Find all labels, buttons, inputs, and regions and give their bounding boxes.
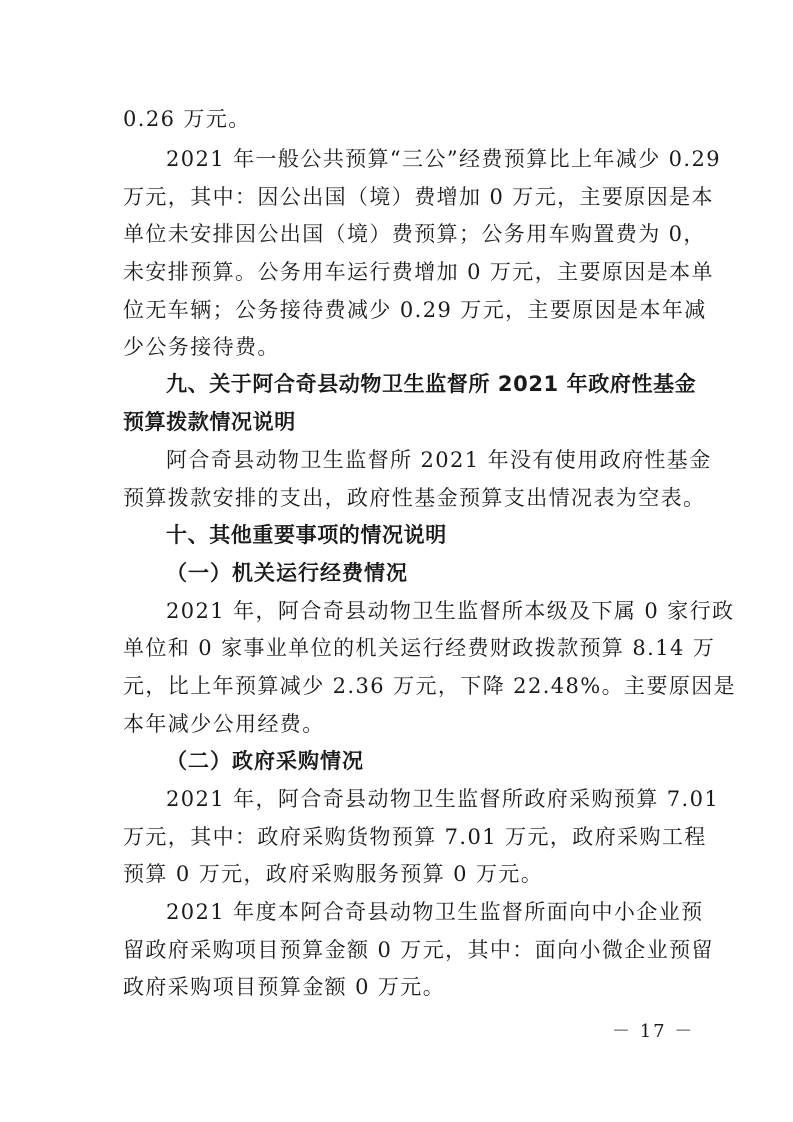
paragraph-line: 位无车辆；公务接待费减少 0.29 万元，主要原因是本年减 xyxy=(123,298,707,322)
paragraph-line: 万元，其中：因公出国（境）费增加 0 万元，主要原因是本 xyxy=(123,185,714,209)
section-heading: 预算拨款情况说明 xyxy=(123,410,296,434)
paragraph-line: 单位未安排因公出国（境）费预算；公务用车购置费为 0， xyxy=(123,222,706,246)
subsection-heading: （二）政府采购情况 xyxy=(166,749,364,773)
paragraph-line: 留政府采购项目预算金额 0 万元，其中：面向小微企业预留 xyxy=(123,938,714,962)
paragraph-line: 元，比上年预算减少 2.36 万元，下降 22.48%。主要原因是 xyxy=(123,674,737,698)
paragraph-line: 2021 年，阿合奇县动物卫生监督所政府采购预算 7.01 xyxy=(166,787,720,811)
section-heading: 十、其他重要事项的情况说明 xyxy=(166,523,447,547)
paragraph-line: 2021 年度本阿合奇县动物卫生监督所面向中小企业预 xyxy=(166,900,704,924)
paragraph-line: 未安排预算。公务用车运行费增加 0 万元，主要原因是本单 xyxy=(123,260,714,284)
subsection-heading: （一）机关运行经费情况 xyxy=(166,561,408,585)
page-number: － 17 － xyxy=(612,1021,695,1042)
paragraph-line: 单位和 0 家事业单位的机关运行经费财政拨款预算 8.14 万 xyxy=(123,636,716,660)
paragraph-line: 阿合奇县动物卫生监督所 2021 年没有使用政府性基金 xyxy=(166,448,712,472)
paragraph-line: 预算 0 万元，政府采购服务预算 0 万元。 xyxy=(123,862,544,886)
paragraph-line: 万元，其中：政府采购货物预算 7.01 万元，政府采购工程 xyxy=(123,825,707,849)
paragraph-line: 2021 年一般公共预算“三公”经费预算比上年减少 0.29 xyxy=(166,147,722,171)
section-heading: 九、关于阿合奇县动物卫生监督所 2021 年政府性基金 xyxy=(166,372,697,396)
paragraph-line: 预算拨款安排的支出，政府性基金预算支出情况表为空表。 xyxy=(123,486,706,510)
paragraph-line: 少公务接待费。 xyxy=(123,335,280,359)
paragraph-line: 0.26 万元。 xyxy=(123,107,251,131)
paragraph-line: 本年减少公用经费。 xyxy=(123,712,325,736)
paragraph-line: 2021 年，阿合奇县动物卫生监督所本级及下属 0 家行政 xyxy=(166,599,735,623)
paragraph-line: 政府采购项目预算金额 0 万元。 xyxy=(123,975,446,999)
